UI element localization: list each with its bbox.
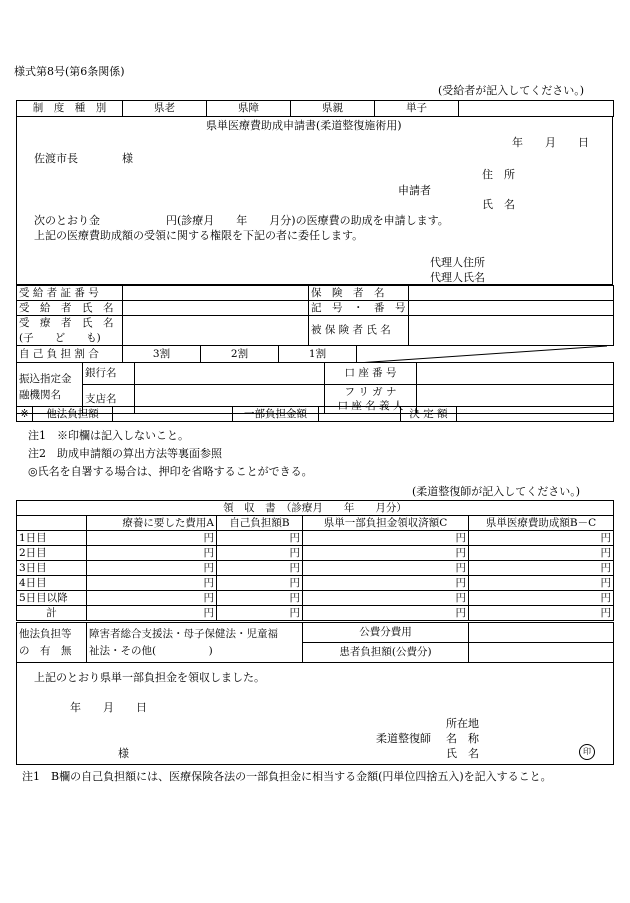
patient-name-sub: (子 ど も) xyxy=(19,331,101,344)
cell-bc[interactable]: 円 xyxy=(469,591,614,606)
insured-name-field[interactable] xyxy=(409,316,614,346)
branch-name-label: 支店名 xyxy=(83,385,135,414)
row-day-4: 4日目 xyxy=(17,576,87,591)
decision-label: 決 定 額 xyxy=(401,407,457,422)
bottom-note: 注1 B欄の自己負担額には、医療保険各法の一部負担金に相当する金額(円単位四捨五入)を記入すること。 xyxy=(22,770,552,783)
account-holder-label: 口 座 名 義 人 xyxy=(337,400,404,413)
cell-a[interactable]: 円 xyxy=(87,531,217,546)
cell-bc[interactable]: 円 xyxy=(469,546,614,561)
symbol-number-label: 記 号 ・ 番 号 xyxy=(309,301,409,316)
row-day-3: 3日目 xyxy=(17,561,87,576)
cell-b[interactable]: 円 xyxy=(217,531,303,546)
row-day-1: 1日目 xyxy=(17,531,87,546)
partial-burden-label: 一部負担金額 xyxy=(233,407,319,422)
note-1: 注1 ※印欄は記入しないこと。 xyxy=(28,429,189,442)
insurer-name-label: 保 険 者 名 xyxy=(309,286,409,301)
cell-c[interactable]: 円 xyxy=(303,531,469,546)
recipient-cert-label: 受 給 者 証 番 号 xyxy=(17,286,123,301)
receipt-header-blank xyxy=(17,516,87,531)
judo-therapist-label: 柔道整復師 xyxy=(376,732,431,745)
note-seal: ◎氏名を自署する場合は、押印を省略することができる。 xyxy=(28,465,313,478)
received-statement: 上記のとおり県単一部負担金を領収しました。 xyxy=(34,671,265,684)
bank-name-field[interactable] xyxy=(135,363,325,385)
header-received: 県単一部負担金領収済額C xyxy=(303,516,469,531)
row-day-5-plus: 5日目以降 xyxy=(17,591,87,606)
other-law-label: 他法負担額 xyxy=(33,407,113,422)
header-self-burden: 自己負担額B xyxy=(217,516,303,531)
burden-ratio-label: 自 己 負 担 割 合 xyxy=(17,346,123,363)
ratio-20[interactable]: 2割 xyxy=(201,346,279,363)
ratio-10[interactable]: 1割 xyxy=(279,346,357,363)
row-total: 計 xyxy=(17,606,87,621)
application-body-line1: 次のとおり金 円(診療月 年 月分)の医療費の助成を申請します。 xyxy=(34,214,449,227)
address-label: 住 所 xyxy=(482,168,515,181)
addressee: 佐渡市長 様 xyxy=(34,152,133,165)
ratio-30[interactable]: 3割 xyxy=(123,346,201,363)
cell-b[interactable]: 円 xyxy=(217,606,303,621)
header-treatment-cost: 療養に要した費用A xyxy=(87,516,217,531)
bank-label-2: 融機関名 xyxy=(19,389,61,402)
location-label: 所在地 xyxy=(446,717,479,730)
other-burden-label: 他法負担等 xyxy=(19,628,72,641)
furigana-label: フ リ ガ ナ xyxy=(344,386,397,398)
agent-address-label: 代理人住所 xyxy=(430,256,485,269)
application-date[interactable]: 年 月 日 xyxy=(512,136,589,149)
public-cost-field[interactable] xyxy=(469,623,614,643)
name-label: 氏 名 xyxy=(482,198,515,211)
recipient-name-label: 受 給 者 氏 名 xyxy=(17,301,123,316)
header-subsidy: 県単医療費助成額B－C xyxy=(469,516,614,531)
other-burden-table xyxy=(16,622,614,663)
agent-name-label: 代理人氏名 xyxy=(430,271,485,284)
cell-a[interactable]: 円 xyxy=(87,546,217,561)
recipient-fill-note: (受給者が記入してください。) xyxy=(438,84,585,97)
account-number-field[interactable] xyxy=(417,363,614,385)
diagonal-line xyxy=(357,346,607,363)
system-type-label: 制 度 種 別 xyxy=(17,101,123,117)
other-burden-label-2: の 有 無 xyxy=(19,644,72,657)
cell-c[interactable]: 円 xyxy=(303,546,469,561)
decision-field xyxy=(457,407,614,422)
cell-a[interactable]: 円 xyxy=(87,606,217,621)
judo-fill-note: (柔道整復師が記入してください。) xyxy=(412,485,581,498)
cell-bc[interactable]: 円 xyxy=(469,561,614,576)
option-prefecture-parent[interactable]: 県親 xyxy=(291,101,375,117)
bank-label: 振込指定金 xyxy=(19,373,72,386)
cell-a[interactable]: 円 xyxy=(87,561,217,576)
receipt-table xyxy=(16,500,614,621)
recipient-info-table xyxy=(16,285,614,346)
laws-line-1[interactable]: 障害者総合支援法・母子保健法・児童福 xyxy=(89,628,278,641)
option-single-child[interactable]: 単子 xyxy=(375,101,459,117)
other-law-field xyxy=(113,407,233,422)
application-title: 県単医療費助成申請書(柔道整復施術用) xyxy=(206,119,402,132)
recipient-cert-field[interactable] xyxy=(123,286,309,301)
patient-burden-field[interactable] xyxy=(469,643,614,663)
note-2: 注2 助成申請額の算出方法等裏面参照 xyxy=(28,447,222,460)
seal-icon: 印 xyxy=(579,744,595,760)
cell-c[interactable]: 円 xyxy=(303,576,469,591)
system-type-table xyxy=(16,100,614,117)
patient-name-label: 受 療 者 氏 名 xyxy=(19,317,114,330)
partial-burden-field xyxy=(319,407,401,422)
cell-a[interactable]: 円 xyxy=(87,591,217,606)
symbol-number-field[interactable] xyxy=(409,301,614,316)
insurer-name-field[interactable] xyxy=(409,286,614,301)
applicant-label: 申請者 xyxy=(398,184,431,197)
cell-c[interactable]: 円 xyxy=(303,606,469,621)
burden-ratio-table xyxy=(16,345,614,363)
receipt-sama: 様 xyxy=(118,747,129,760)
cell-c[interactable]: 円 xyxy=(303,591,469,606)
official-use-table xyxy=(16,406,614,422)
official-mark: ※ xyxy=(17,407,33,422)
cell-c[interactable]: 円 xyxy=(303,561,469,576)
insured-name-label: 被 保 険 者 氏 名 xyxy=(309,316,409,346)
cell-b[interactable]: 円 xyxy=(217,576,303,591)
option-prefecture-disability[interactable]: 県障 xyxy=(207,101,291,117)
receipt-date[interactable]: 年 月 日 xyxy=(70,701,147,714)
receipt-title: 領 収 書 （診療月 年 月分） xyxy=(17,501,614,516)
public-cost-label: 公費分費用 xyxy=(303,623,469,643)
bank-name-label: 銀行名 xyxy=(83,363,135,385)
application-body-line2: 上記の医療費助成額の受領に関する権限を下記の者に委任します。 xyxy=(34,229,364,242)
cell-b[interactable]: 円 xyxy=(217,591,303,606)
cell-b[interactable]: 円 xyxy=(217,546,303,561)
form-number: 様式第8号(第6条関係) xyxy=(14,65,125,78)
cell-a[interactable]: 円 xyxy=(87,576,217,591)
therapist-name-label: 氏 名 xyxy=(446,747,479,760)
option-prefecture-elderly[interactable]: 県老 xyxy=(123,101,207,117)
patient-burden-label: 患者負担額(公費分) xyxy=(303,643,469,663)
cell-bc[interactable]: 円 xyxy=(469,606,614,621)
cell-b[interactable]: 円 xyxy=(217,561,303,576)
account-number-label: 口 座 番 号 xyxy=(325,363,417,385)
cell-bc[interactable]: 円 xyxy=(469,576,614,591)
patient-name-field[interactable] xyxy=(123,316,309,346)
laws-line-2[interactable]: 祉法・その他( ) xyxy=(89,644,213,657)
recipient-name-field[interactable] xyxy=(123,301,309,316)
row-day-2: 2日目 xyxy=(17,546,87,561)
business-name-label: 名 称 xyxy=(446,732,479,745)
cell-bc[interactable]: 円 xyxy=(469,531,614,546)
